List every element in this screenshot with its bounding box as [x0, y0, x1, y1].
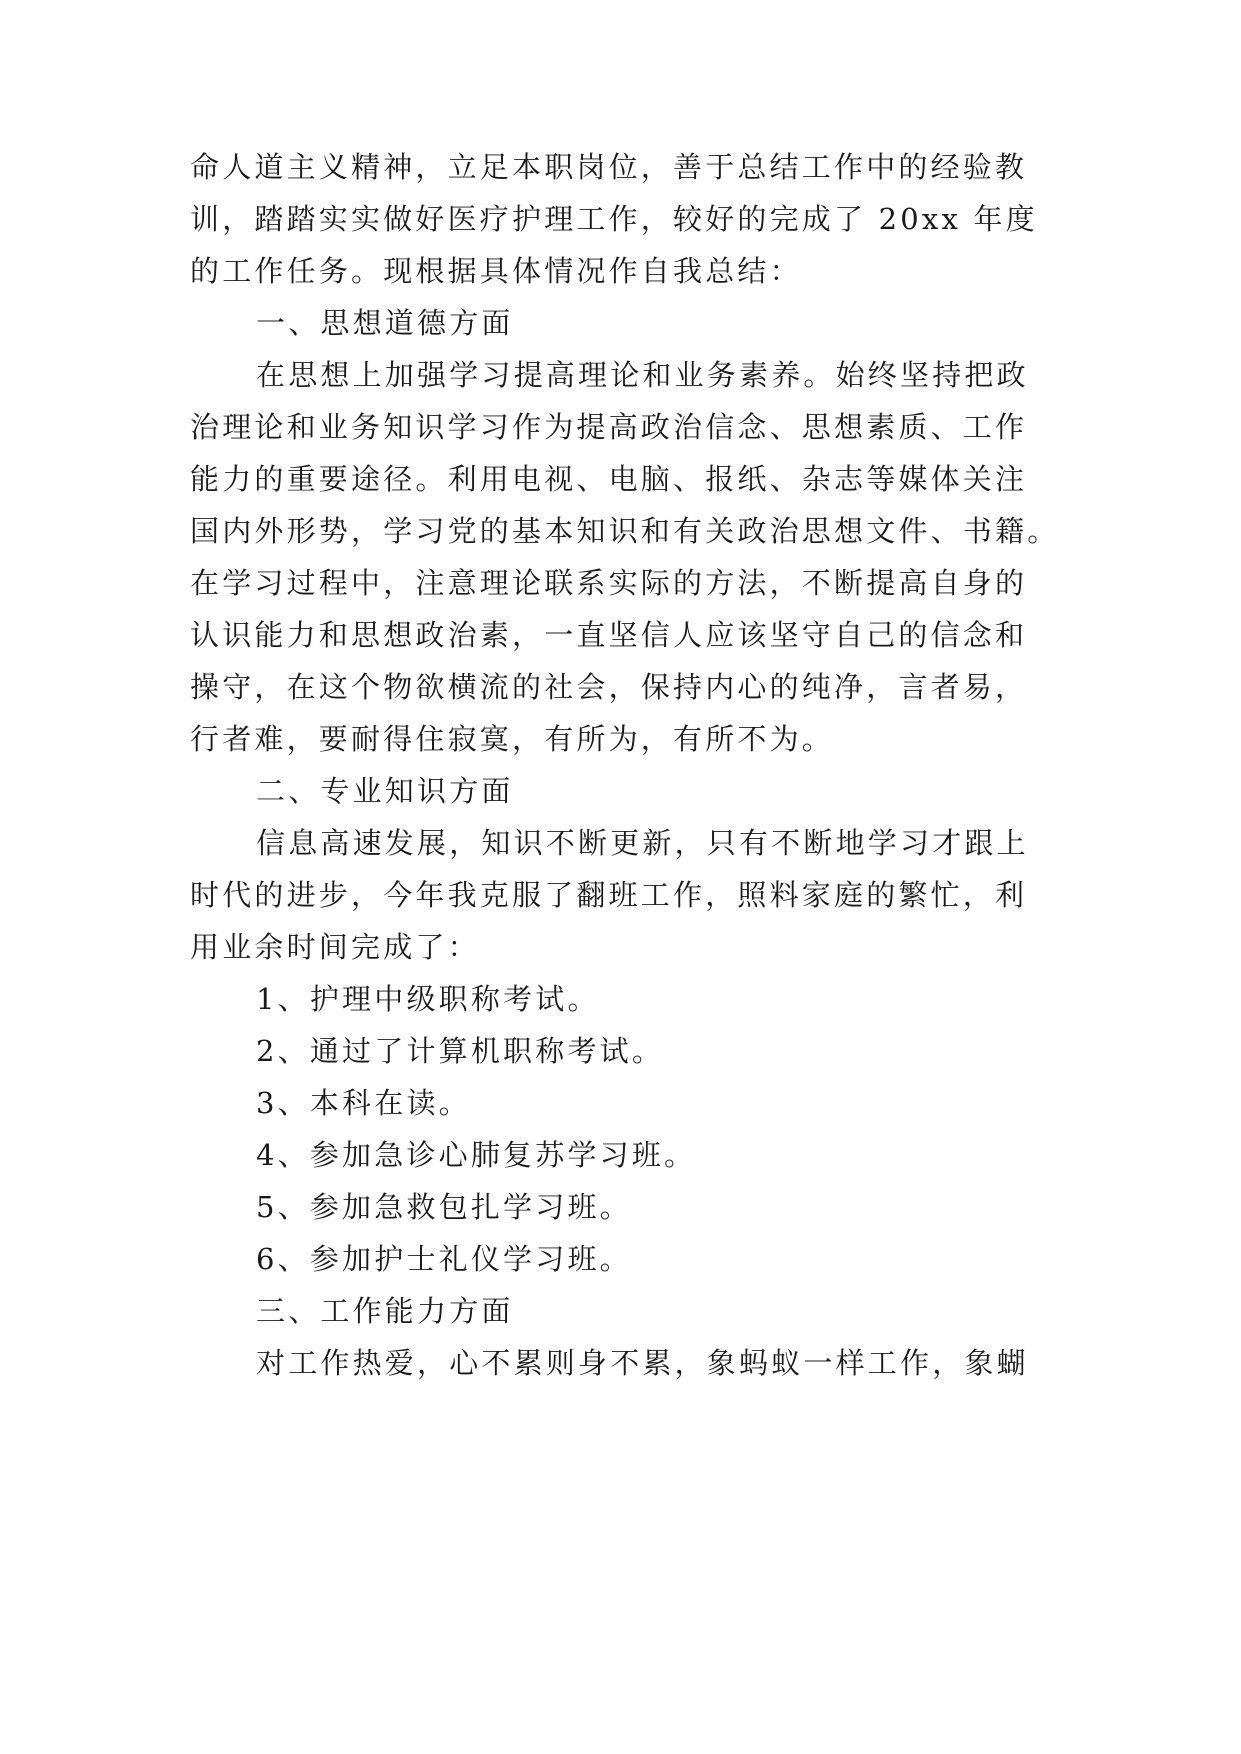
list-item: 4、参加急诊心肺复苏学习班。	[256, 1138, 697, 1172]
list-item: 3、本科在读。	[256, 1086, 471, 1120]
body-text-line: 用业余时间完成了：	[190, 930, 480, 964]
section-heading: 二、专业知识方面	[256, 774, 514, 808]
paragraph-first-line: 在思想上加强学习提高理论和业务素养。始终坚持把政	[256, 358, 1029, 392]
body-text-line: 在学习过程中，注意理论联系实际的方法，不断提高自身的	[190, 566, 1028, 600]
body-text-line: 操守，在这个物欲横流的社会，保持内心的纯净，言者易，	[190, 670, 1028, 704]
body-text-line: 行者难，要耐得住寂寞，有所为，有所不为。	[190, 722, 835, 756]
body-text-line: 命人道主义精神，立足本职岗位，善于总结工作中的经验教	[190, 150, 1028, 184]
body-text-line: 的工作任务。现根据具体情况作自我总结：	[190, 254, 802, 288]
body-text-line: 治理论和业务知识学习作为提高政治信念、思想素质、工作	[190, 410, 1028, 444]
list-item: 5、参加急救包扎学习班。	[256, 1190, 632, 1224]
body-text-line: 能力的重要途径。利用电视、电脑、报纸、杂志等媒体关注	[190, 462, 1028, 496]
paragraph-first-line: 对工作热爱，心不累则身不累，象蚂蚁一样工作，象蝴	[256, 1346, 1029, 1380]
paragraph-first-line: 信息高速发展，知识不断更新，只有不断地学习才跟上	[256, 826, 1029, 860]
body-text-line: 国内外形势，学习党的基本知识和有关政治思想文件、书籍。	[190, 514, 1060, 548]
list-item: 6、参加护士礼仪学习班。	[256, 1242, 632, 1276]
section-heading: 一、思想道德方面	[256, 306, 514, 340]
body-text-line: 认识能力和思想政治素，一直坚信人应该坚守自己的信念和	[190, 618, 1028, 652]
list-item: 1、护理中级职称考试。	[256, 982, 600, 1016]
body-text-line: 时代的进步，今年我克服了翻班工作，照料家庭的繁忙，利	[190, 878, 1028, 912]
section-heading: 三、工作能力方面	[256, 1294, 514, 1328]
list-item: 2、通过了计算机职称考试。	[256, 1034, 665, 1068]
body-text-line: 训，踏踏实实做好医疗护理工作，较好的完成了 20xx 年度	[190, 202, 1038, 236]
